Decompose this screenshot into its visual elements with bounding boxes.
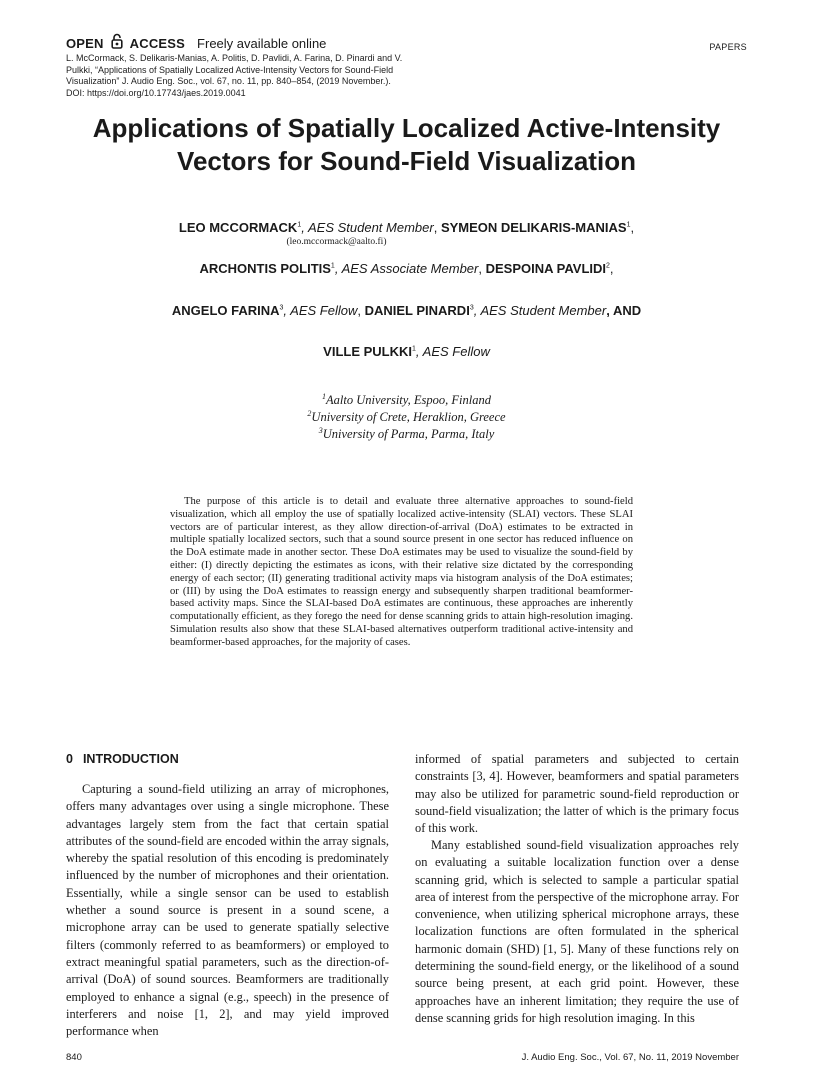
author-name: DANIEL PINARDI [364, 303, 470, 318]
affiliation-marker: 3 [318, 426, 323, 435]
author-role: , AES Fellow [283, 303, 358, 318]
separator: , AND [606, 303, 642, 318]
open-lock-icon [111, 33, 123, 54]
affiliation [40, 426, 773, 442]
separator: , [609, 261, 614, 276]
body-paragraph: Capturing a sound-field utilizing an array of microphones, offers many advantages over using a single microphone. These advantages largely stem from the fact that certain spatial attributes of the sound-field are encoded within the array signals, whereby the spatial resolution of this encoding is predominately influenced by the number of microphones and their orientation. Essentially, while a single sensor can be used to establish whether a sound source is present in a sound scene, a microphone array can be used to generate spatially selective filters (commonly referred to as beamformers) or employed to extract meaningful spatial parameters, such as the direction-of-arrival (DoA) of sound sources. Beamformers are traditionally employed to enhance a signal (e.g., speech) in the presence of interferers and noise [1, 2], and may yield improved performance when [66, 782, 389, 1039]
author-line-3 [40, 303, 773, 318]
affiliation-text: Aalto University, Espoo, Finland [326, 393, 491, 408]
separator: , [630, 220, 635, 235]
author-name: LEO MCCORMACK [178, 220, 298, 235]
author-name: ANGELO FARINA [171, 303, 280, 318]
author-name: SYMEON DELIKARIS-MANIAS [440, 220, 627, 235]
separator: , [357, 303, 365, 318]
doi-link[interactable]: DOI: https://doi.org/10.17743/jaes.2019.0041 [66, 88, 246, 98]
author-name: DESPOINA PAVLIDI [485, 261, 606, 276]
separator: , [433, 220, 441, 235]
author-name: ARCHONTIS POLITIS [199, 261, 331, 276]
freely-available-label: Freely available online [197, 36, 327, 51]
abstract: The purpose of this article is to detail and evaluate three alternative approaches to sound-field visualization, which all employ the use of spatially localized active-intensity (SLAI) vectors. These SLAI vectors are of particular interest, as they allow direction-of-arrival (DoA) estimates to be extracted in multiple spatially localized sectors, such that a sound source present in one sector has reduced influence on the DoA estimate made in another sector. These DoA estimates may be used to visualize the sound-field by either: (I) directly depicting the estimates as icons, with their relative size dictated by the corresponding energy of each sector; (II) generating traditional activity maps via histogram analysis of the DoA estimates; or (III) by using the DoA estimates to reassign energy and subsequently sharpen traditional beamformer-based activity maps. Since the SLAI-based DoA estimates are continuous, these approaches are inherently computationally efficient, as they forego the need for dense scanning grids to attain high-resolution imaging. Simulation results also show that these SLAI-based alternatives outperform traditional active-intensity and beamformer-based approaches, for the majority of cases. [170, 496, 633, 648]
author-line-2 [40, 261, 773, 276]
paper-title [40, 112, 773, 178]
body-paragraph: informed of spatial parameters and subjected to certain constraints [3, 4]. However, beamformers and spatial parameters may also be utilized for parametric sound-field reproduction or sound-field visualization; the latter of which is the primary focus of this work. [415, 752, 739, 836]
section-label: PAPERS [709, 42, 747, 52]
section-title: INTRODUCTION [82, 752, 179, 766]
affiliation-marker: 2 [606, 262, 610, 270]
affiliation-marker: 1 [330, 262, 335, 270]
affiliation [40, 392, 773, 408]
section-heading [66, 752, 179, 766]
access-label: ACCESS [129, 36, 186, 51]
title-line: Applications of Spatially Localized Active-Intensity [92, 113, 721, 143]
citation [66, 53, 446, 88]
affiliation-marker: 1 [297, 221, 302, 229]
author-role: , AES Student Member [473, 303, 607, 318]
affiliation-text: University of Parma, Parma, Italy [322, 427, 495, 442]
affiliation-marker: 2 [307, 409, 312, 418]
title-line: Vectors for Sound-Field Visualization [177, 146, 636, 176]
section-number: 0 [66, 752, 73, 766]
page-number: 840 [66, 1052, 82, 1063]
journal-footer: J. Audio Eng. Soc., Vol. 67, No. 11, 2019 November [521, 1052, 739, 1063]
author-line-1 [40, 220, 773, 235]
separator: , [478, 261, 486, 276]
author-name: VILLE PULKKI [323, 344, 412, 359]
affiliation-text: University of Crete, Heraklion, Greece [311, 410, 506, 425]
affiliation [40, 409, 773, 425]
author-line-4 [40, 344, 773, 359]
affiliation-marker: 1 [626, 221, 631, 229]
citation-line: L. McCormack, S. Delikaris-Manias, A. Politis, D. Pavlidi, A. Farina, D. Pinardi and V. [66, 53, 403, 63]
author-email[interactable]: (leo.mccormack@aalto.fi) [286, 237, 387, 247]
open-access-banner [66, 33, 326, 51]
affiliation-marker: 3 [279, 304, 284, 312]
citation-line: Pulkki, “Applications of Spatially Localized Active-Intensity Vectors for Sound-Field [66, 64, 394, 75]
open-label: OPEN [66, 36, 104, 51]
affiliation-marker: 3 [469, 304, 474, 312]
body-paragraph: Many established sound-field visualization approaches rely on evaluating a suitable localization function over a dense scanning grid, which is selected to sample a particular spatial area of interest from the perspective of the microphone array. For convenience, when utilizing spherical microphone arrays, these localization functions are often formulated in the spherical harmonic domain (SHD) [1, 5]. Many of these functions rely on determining the sound-field energy, or the likelihood of a sound source being present, at each grid point. However, these approaches have an inherent limitation; they require the use of dense scanning grids for high resolution imaging. In this [415, 838, 739, 1025]
affiliation-marker: 1 [322, 392, 327, 401]
affiliation-marker: 1 [412, 345, 416, 353]
author-role: , AES Student Member [301, 220, 434, 235]
author-role: , AES Fellow [415, 344, 490, 359]
citation-line: Visualization” J. Audio Eng. Soc., vol. 67, no. 11, pp. 840–854, (2019 November.). [66, 76, 391, 87]
author-role: , AES Associate Member [334, 261, 479, 276]
